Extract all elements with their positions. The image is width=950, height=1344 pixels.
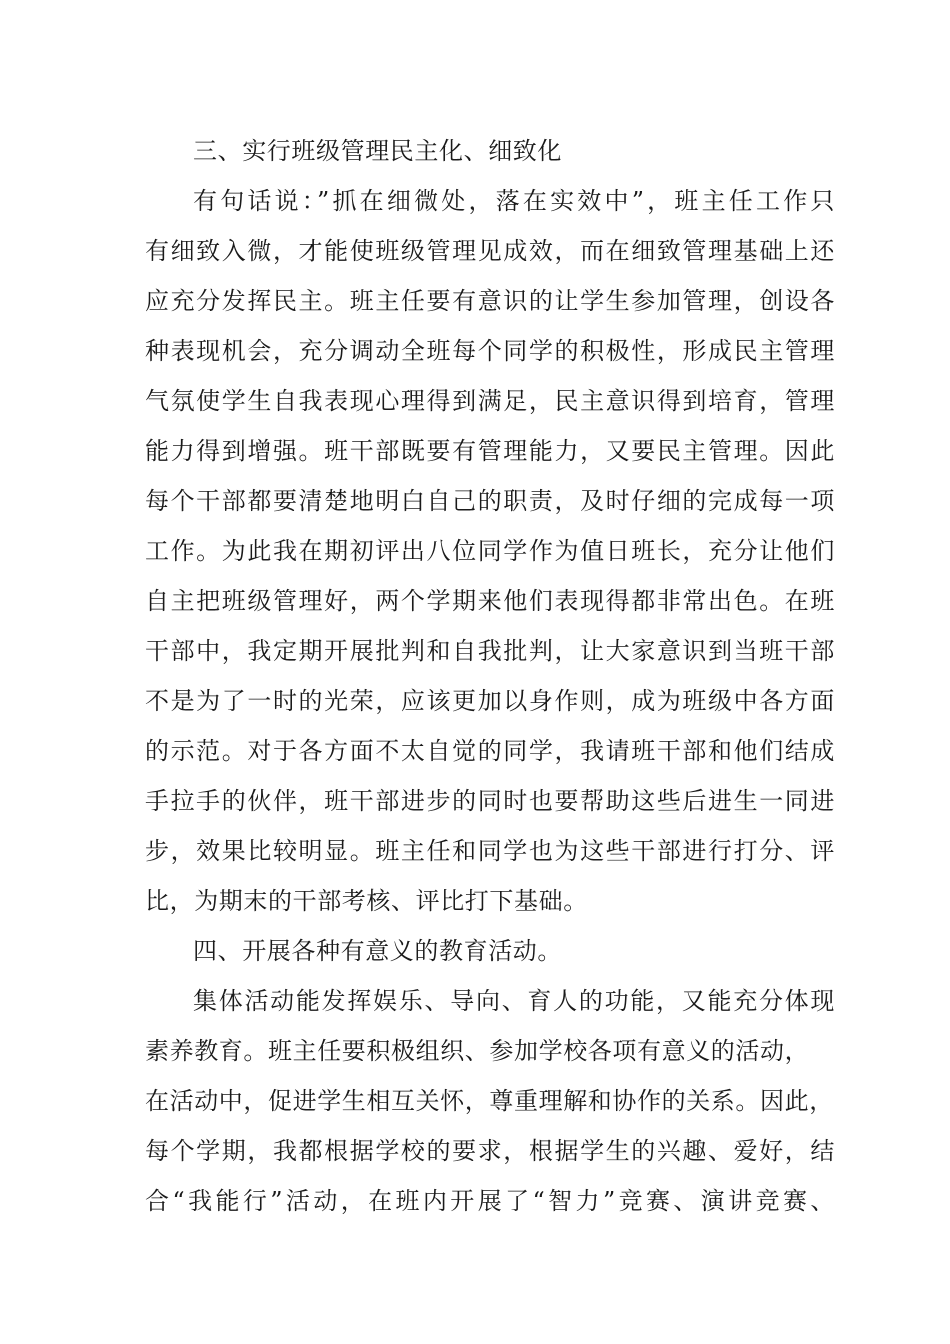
document-body bbox=[145, 126, 835, 1226]
paragraph-line: 工作。为此我在期初评出八位同学作为值日班长，充分让他们 bbox=[145, 537, 835, 565]
paragraph-line: 集体活动能发挥娱乐、导向、育人的功能，又能充分体现 bbox=[193, 987, 835, 1015]
paragraph-line: 有细致入微，才能使班级管理见成效，而在细致管理基础上还 bbox=[145, 237, 835, 265]
paragraph-line: 有句话说：”抓在细微处，落在实效中”，班主任工作只 bbox=[193, 187, 835, 215]
paragraph-line: 合“我能行”活动，在班内开展了“智力”竞赛、演讲竞赛、 bbox=[145, 1187, 835, 1215]
paragraph-line: 能力得到增强。班干部既要有管理能力，又要民主管理。因此 bbox=[145, 437, 835, 465]
paragraph-line: 手拉手的伙伴，班干部进步的同时也要帮助这些后进生一同进 bbox=[145, 787, 835, 815]
paragraph-line: 干部中，我定期开展批判和自我批判，让大家意识到当班干部 bbox=[145, 637, 835, 665]
paragraph-line: 不是为了一时的光荣，应该更加以身作则，成为班级中各方面 bbox=[145, 687, 835, 715]
paragraph-line: 气氛使学生自我表现心理得到满足，民主意识得到培育，管理 bbox=[145, 387, 835, 415]
paragraph-line: 的示范。对于各方面不太自觉的同学，我请班干部和他们结成 bbox=[145, 737, 835, 765]
section-heading-3: 三、实行班级管理民主化、细致化 bbox=[193, 137, 562, 165]
paragraph-line: 应充分发挥民主。班主任要有意识的让学生参加管理，创设各 bbox=[145, 287, 835, 315]
paragraph-line: 每个学期，我都根据学校的要求，根据学生的兴趣、爱好，结 bbox=[145, 1137, 835, 1165]
paragraph-line: 素养教育。班主任要积极组织、参加学校各项有意义的活动， bbox=[145, 1037, 810, 1065]
paragraph-line: 每个干部都要清楚地明白自己的职责，及时仔细的完成每一项 bbox=[145, 487, 835, 515]
paragraph-line: 在活动中，促进学生相互关怀，尊重理解和协作的关系。因此， bbox=[145, 1087, 834, 1115]
paragraph-line: 步，效果比较明显。班主任和同学也为这些干部进行打分、评 bbox=[145, 837, 835, 865]
paragraph-line: 自主把班级管理好，两个学期来他们表现得都非常出色。在班 bbox=[145, 587, 835, 615]
section-heading-4: 四、开展各种有意义的教育活动。 bbox=[193, 937, 562, 965]
paragraph-line: 比，为期末的干部考核、评比打下基础。 bbox=[145, 887, 588, 915]
paragraph-line: 种表现机会，充分调动全班每个同学的积极性，形成民主管理 bbox=[145, 337, 835, 365]
